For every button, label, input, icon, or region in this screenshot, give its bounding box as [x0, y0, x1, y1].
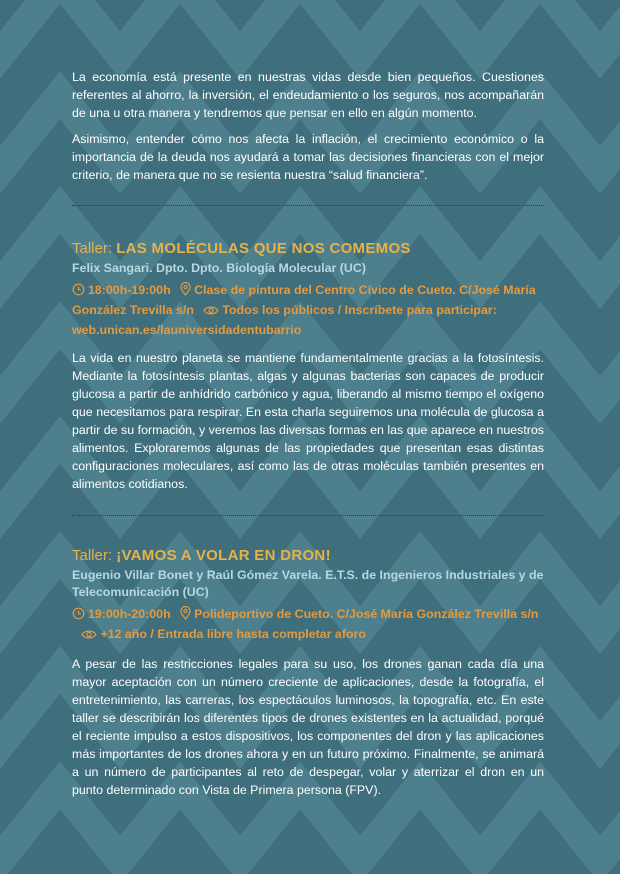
talk-prefix: Taller:	[72, 547, 117, 564]
dotted-divider	[72, 205, 544, 206]
talk-audience: +12 año / Entrada libre hasta completar aforo	[100, 627, 366, 641]
talk-prefix: Taller:	[72, 240, 117, 257]
talk-place: Clase de pintura del Centro Cívico de Cueto. C/José María González Trevilla s/n	[72, 283, 536, 317]
talk-time: 18:00h-19:00h	[88, 283, 171, 297]
intro-paragraph: Asimismo, entender cómo nos afecta la inflación, el crecimiento económico o la importancia de la deuda nos ayudará a tomar las decisiones financieras con el mejor criterio, de manera que no se resienta nuestra “salud financiera”.	[72, 132, 544, 182]
intro-section	[72, 68, 544, 192]
chevron-stripe	[0, 0, 620, 55]
talk-place: Polideportivo de Cueto. C/José María González Trevilla s/n	[194, 607, 539, 621]
talk-name: ¡VAMOS A VOLAR EN DRON!	[116, 547, 331, 564]
location-pin-icon	[180, 282, 191, 301]
clock-icon	[72, 283, 85, 301]
talk-description: A pesar de las restricciones legales para su uso, los drones ganan cada día una mayor aceptación con un número creciente de aplicaciones, desde la fotografía, el entretenimiento, las carreras, los espectáculos luminosos, la topografía, etc. En este taller se describirán los diferentes tipos de drones existentes en la actualidad, porqué el reciente impulso a estos dispositivos, los componentes del dron y las aplicaciones más importantes de los drones ahora y en un futuro próximo. Finalmente, se animará a un número de participantes al reto de despegar, volar y aterrizar el dron en un punto determinado con Vista de Primera persona (FPV).	[72, 657, 544, 797]
talk-description: La vida en nuestro planeta se mantiene fundamentalmente gracias a la fotosíntesis. Mediante la fotosíntesis plantas, algas y algunas bacterias son capaces de producir glucosa a partir de anhídrido carbónico y agua, liberando al mismo tiempo el oxígeno que necesitamos para respirar. En esta charla seguiremos una molécula de glucosa a partir de su formación, y veremos las diversas formas en las que aparece en nuestros alimentos. Exploraremos algunas de las propiedades que presentan esas distintas configuraciones moleculares, así como las de otras moléculas también presentes en alimentos cotidianos.	[72, 351, 544, 491]
talk-block	[72, 547, 544, 807]
talk-details	[72, 605, 544, 645]
talk-block	[72, 240, 544, 501]
dotted-divider	[72, 515, 544, 516]
intro-paragraph: La economía está presente en nuestras vidas desde bien pequeños. Cuestiones referentes al ahorro, la inversión, el endeudamiento o los seguros, nos acompañarán de una u otra manera y tendremos que pensar en ello en algún momento.	[72, 70, 544, 120]
talk-speaker: Eugenio Villar Bonet y Raúl Gómez Varela. E.T.S. de Ingenieros Industriales y de Telecomunicación (UC)	[72, 568, 544, 599]
location-pin-icon	[180, 606, 191, 625]
talk-time: 19:00h-20:00h	[88, 607, 171, 621]
talk-title	[72, 240, 544, 258]
talk-speaker: Felix Sangari. Dpto. Dpto. Biología Molecular (UC)	[72, 261, 366, 275]
talk-name: LAS MOLÉCULAS QUE NOS COMEMOS	[116, 240, 411, 257]
clock-icon	[72, 607, 85, 625]
talk-details	[72, 281, 544, 339]
talk-audience: Todos los públicos / Inscríbete para participar: web.unican.es/launiversidadentubarrio	[72, 303, 497, 337]
eye-icon	[81, 627, 97, 645]
eye-icon	[203, 303, 219, 321]
talk-title	[72, 547, 544, 565]
